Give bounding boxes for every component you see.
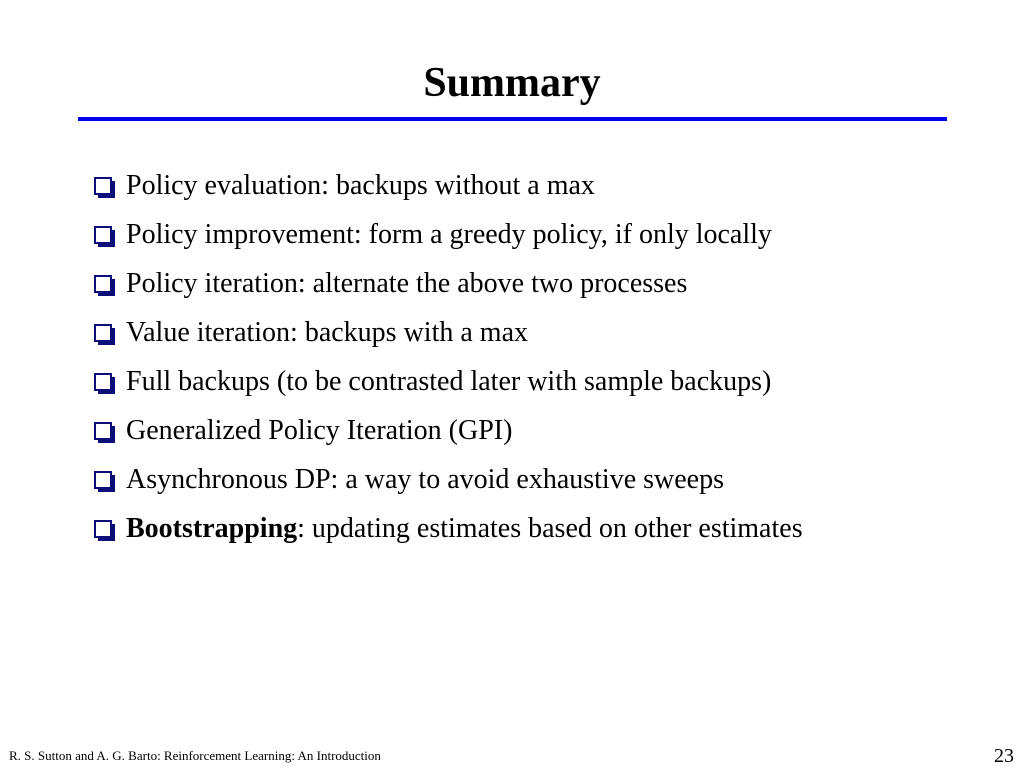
bullet-text: : updating estimates based on other estimates <box>297 513 803 544</box>
slide-title: Summary <box>423 60 601 106</box>
bullet-text: Asynchronous DP: a way to avoid exhaustive sweeps <box>126 464 725 495</box>
hollow-square-bullet-icon <box>94 275 112 293</box>
hollow-square-bullet-icon <box>94 226 112 244</box>
bullet-text: Policy evaluation: backups without a max <box>126 170 595 201</box>
bullet-text: Policy iteration: alternate the above two processes <box>126 268 688 299</box>
hollow-square-bullet-icon <box>94 520 112 538</box>
bullet-text: Generalized Policy Iteration (GPI) <box>126 415 513 446</box>
list-item <box>92 460 952 500</box>
bullet-text: Value iteration: backups with a max <box>126 317 528 348</box>
list-item <box>92 509 952 549</box>
list-item <box>92 362 952 402</box>
title-underline <box>78 117 947 121</box>
bullet-bold-term: Bootstrapping <box>126 513 298 544</box>
list-item <box>92 166 952 206</box>
summary-bullet-list <box>92 166 952 558</box>
hollow-square-bullet-icon <box>94 373 112 391</box>
bullet-text: Full backups (to be contrasted later with sample backups) <box>126 366 772 397</box>
page-number: 23 <box>994 745 1014 767</box>
hollow-square-bullet-icon <box>94 422 112 440</box>
hollow-square-bullet-icon <box>94 324 112 342</box>
footer-credit: R. S. Sutton and A. G. Barto: Reinforcement Learning: An Introduction <box>9 748 381 763</box>
hollow-square-bullet-icon <box>94 177 112 195</box>
list-item <box>92 215 952 255</box>
list-item <box>92 411 952 451</box>
bullet-text: Policy improvement: form a greedy policy, if only locally <box>126 219 772 250</box>
list-item <box>92 264 952 304</box>
list-item <box>92 313 952 353</box>
hollow-square-bullet-icon <box>94 471 112 489</box>
